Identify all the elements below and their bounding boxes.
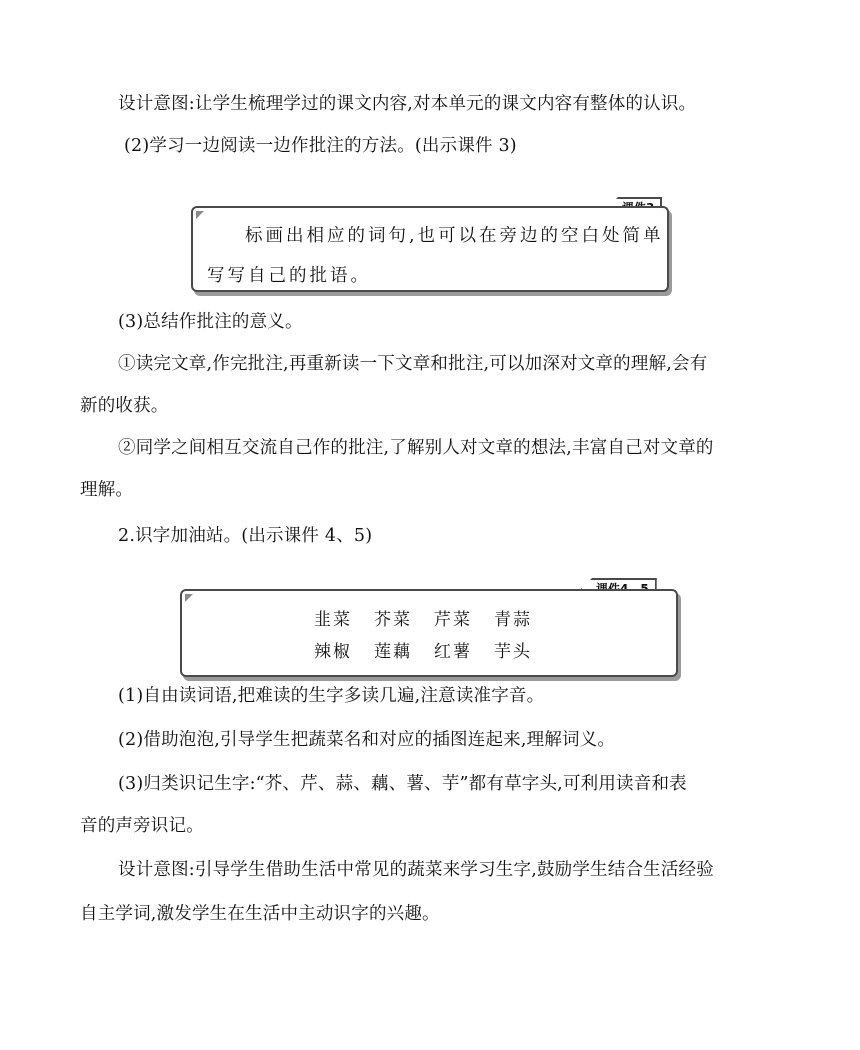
vegetable-row-1 — [314, 605, 554, 630]
corner-fold-icon — [196, 211, 204, 219]
point-2-line-1: ②同学之间相互交流自己作的批注,了解别人对文章的想法,丰富自己对文章的 — [118, 438, 714, 458]
point-2-line-2: 理解。 — [80, 480, 134, 500]
design-intent-2-line-1: 设计意图:引导学生借助生活中常见的蔬菜来学习生字,鼓励学生结合生活经验 — [118, 860, 714, 880]
vegetable-row-2 — [314, 637, 554, 662]
vegetable-word: 芋头 — [494, 642, 532, 662]
slide-3-line-1: 标画出相应的词句,也可以在旁边的空白处简单 — [245, 226, 664, 246]
corner-fold-icon — [185, 594, 193, 602]
step-2-bubbles: (2)借助泡泡,引导学生把蔬菜名和对应的插图连起来,理解词义。 — [118, 730, 616, 750]
vegetable-word: 芥菜 — [374, 610, 412, 630]
vegetable-word: 莲藕 — [374, 642, 412, 662]
vegetable-word: 辣椒 — [314, 642, 352, 662]
point-1-line-2: 新的收获。 — [80, 396, 169, 416]
step-3-line-2: 音的声旁识记。 — [80, 816, 204, 836]
step-2-heading: (2)学习一边阅读一边作批注的方法。(出示课件 3) — [124, 136, 517, 156]
vegetable-word: 红薯 — [434, 642, 472, 662]
design-intent-paragraph-1: 设计意图:让学生梳理学过的课文内容,对本单元的课文内容有整体的认识。 — [118, 94, 697, 114]
step-1-reading: (1)自由读词语,把难读的生字多读几遍,注意读准字音。 — [118, 686, 545, 706]
slide-4-5-box — [180, 589, 678, 677]
vegetable-word: 韭菜 — [314, 610, 352, 630]
design-intent-2-line-2: 自主学词,激发学生在生活中主动识字的兴趣。 — [80, 904, 440, 924]
vegetable-word: 芹菜 — [434, 610, 472, 630]
point-1-line-1: ①读完文章,作完批注,再重新读一下文章和批注,可以加深对文章的理解,会有 — [118, 354, 708, 374]
section-2-heading: 2.识字加油站。(出示课件 4、5) — [118, 526, 373, 546]
slide-3-box — [191, 206, 669, 292]
step-3-line-1: (3)归类识记生字:“芥、芹、蒜、藕、薯、芋”都有草字头,可利用读音和表 — [118, 774, 687, 794]
vegetable-word: 青蒜 — [494, 610, 532, 630]
step-3-heading: (3)总结作批注的意义。 — [118, 312, 303, 332]
slide-3-line-2: 写写自己的批语。 — [207, 266, 371, 286]
